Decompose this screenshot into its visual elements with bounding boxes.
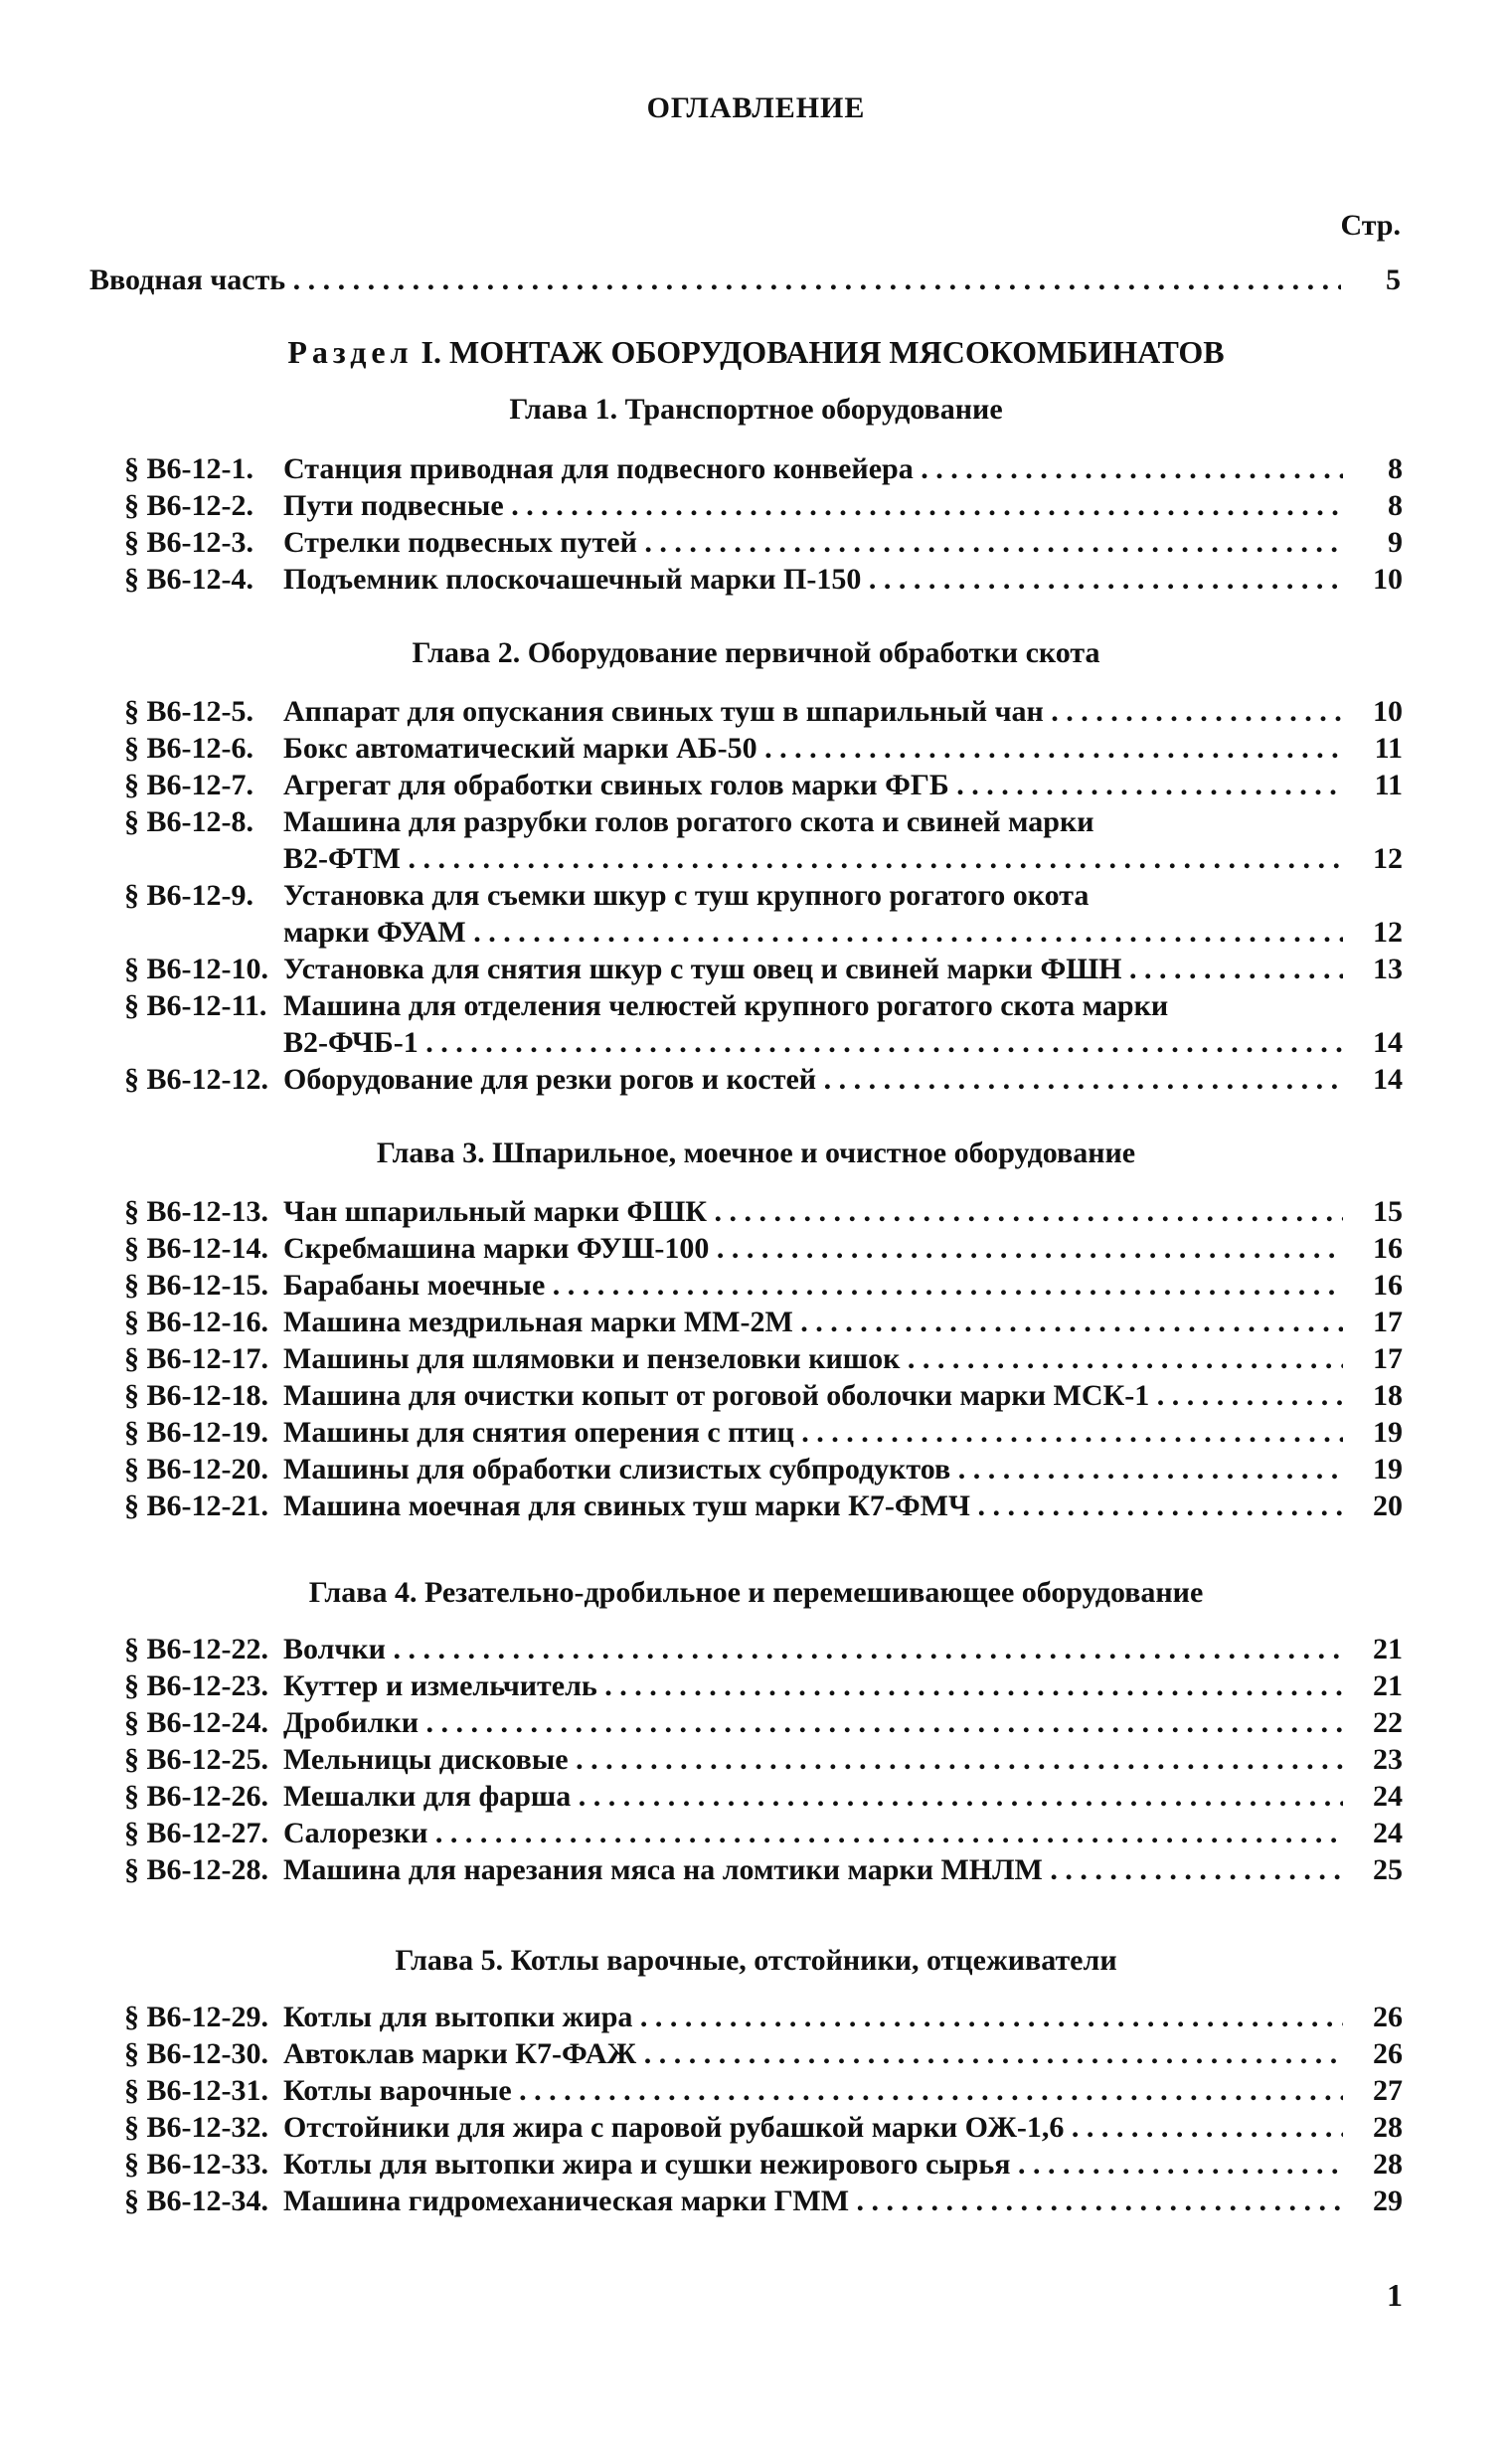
entry-page: 21: [1373, 1633, 1403, 1665]
entry-title: Барабаны моечные . . .: [283, 1267, 1343, 1304]
entry-code: § В6-12-5.: [124, 695, 253, 728]
entry-title-continued: В2-ФЧБ-1 . . .: [283, 1024, 1343, 1061]
entry-title: Машины для шлямовки и пензеловки кишок . . .: [283, 1340, 1343, 1377]
entry-title: Автоклав марки К7-ФАЖ . . .: [283, 2035, 1343, 2072]
section-heading: [0, 334, 1512, 371]
entry-title: Машина для разрубки голов рогатого скота и свиней марки: [283, 805, 1094, 838]
entry-page: 17: [1373, 1306, 1403, 1338]
toc-entry[interactable]: [0, 1451, 1512, 1487]
chapter-title: Глава 3. Шпарильное, моечное и очистное оборудование: [376, 1137, 1136, 1169]
entry-title: Станция приводная для подвесного конвейера . . .: [283, 450, 1343, 487]
entry-page: 25: [1373, 1853, 1403, 1886]
entry-code: § В6-12-28.: [124, 1853, 268, 1886]
entry-title: Дробилки . . .: [283, 1704, 1343, 1741]
toc-entry[interactable]: [0, 1778, 1512, 1815]
entry-page: 14: [1373, 1026, 1403, 1059]
entry-title: Машина для очистки копыт от роговой оболочки марки МСК-1 . . .: [283, 1377, 1343, 1414]
chapter-entries: [0, 1631, 1512, 1888]
entry-code: § В6-12-26.: [124, 1780, 268, 1813]
entry-page: 18: [1373, 1379, 1403, 1412]
entry-title: Машина для отделения челюстей крупного рогатого скота марки: [283, 989, 1169, 1022]
toc-entry[interactable]: [0, 1414, 1512, 1451]
entry-page: 8: [1388, 452, 1403, 485]
toc-entry[interactable]: [0, 524, 1512, 561]
entry-page: 14: [1373, 1063, 1403, 1096]
toc-entry[interactable]: [0, 1667, 1512, 1704]
toc-entry[interactable]: [0, 877, 1512, 951]
entry-code: § В6-12-30.: [124, 2037, 268, 2070]
entry-page: 21: [1373, 1669, 1403, 1702]
entry-code: § В6-12-27.: [124, 1817, 268, 1849]
entry-code: § В6-12-19.: [124, 1416, 268, 1449]
entry-title: Пути подвесные . . .: [283, 487, 1343, 524]
footer-page-number: 1: [1387, 2277, 1403, 2313]
chapter-entries: [0, 1193, 1512, 1524]
entry-title: Установка для снятия шкур с туш овец и свиней марки ФШН . . .: [283, 951, 1343, 987]
entry-title-continued: В2-ФТМ . . .: [283, 840, 1343, 877]
toc-entry[interactable]: [0, 1377, 1512, 1414]
toc-entry[interactable]: [0, 987, 1512, 1061]
entry-code: § В6-12-24.: [124, 1706, 268, 1739]
intro-page: 5: [1386, 263, 1401, 296]
entry-code: § В6-12-12.: [124, 1063, 268, 1096]
entry-page: 26: [1373, 2037, 1403, 2070]
chapter-entries: [0, 1999, 1512, 2219]
entry-page: 24: [1373, 1780, 1403, 1813]
toc-entry[interactable]: [0, 767, 1512, 803]
page-column-header: Стр.: [1340, 209, 1401, 242]
toc-entry[interactable]: [0, 951, 1512, 987]
entry-title: Мешалки для фарша . . .: [283, 1778, 1343, 1815]
entry-code: § В6-12-8.: [124, 805, 253, 838]
entry-page: 10: [1373, 695, 1403, 728]
toc-entry[interactable]: [0, 1193, 1512, 1230]
entry-title: Чан шпарильный марки ФШК . . .: [283, 1193, 1343, 1230]
toc-entry[interactable]: [0, 2035, 1512, 2072]
entry-page: 27: [1373, 2074, 1403, 2107]
entry-code: § В6-12-20.: [124, 1453, 268, 1486]
entry-title: Салорезки . . .: [283, 1815, 1343, 1851]
intro-label: Вводная часть . . .: [89, 261, 1341, 300]
entry-page: 29: [1373, 2185, 1403, 2217]
page-title: ОГЛАВЛЕНИЕ: [646, 91, 866, 124]
toc-entry[interactable]: [0, 1851, 1512, 1888]
toc-entry[interactable]: [0, 1815, 1512, 1851]
entry-title: Машина моечная для свиных туш марки К7-ФМЧ . . .: [283, 1487, 1343, 1524]
chapter-title: Глава 5. Котлы варочные, отстойники, отцеживатели: [395, 1944, 1117, 1977]
toc-entry[interactable]: [0, 561, 1512, 598]
entry-page: 16: [1373, 1232, 1403, 1265]
toc-entry[interactable]: [0, 2109, 1512, 2146]
entry-page: 11: [1374, 769, 1403, 801]
entry-page: 19: [1373, 1453, 1403, 1486]
toc-entry[interactable]: [0, 2146, 1512, 2183]
entry-page: 22: [1373, 1706, 1403, 1739]
toc-entry[interactable]: [0, 1230, 1512, 1267]
entry-code: § В6-12-10.: [124, 953, 268, 985]
toc-entry[interactable]: [0, 1487, 1512, 1524]
entry-page: 16: [1373, 1269, 1403, 1302]
entry-title: Бокс автоматический марки АБ-50 . . .: [283, 730, 1343, 767]
entry-title: Оборудование для резки рогов и костей . . .: [283, 1061, 1343, 1098]
entry-page: 26: [1373, 2001, 1403, 2033]
chapter-title: Глава 4. Резательно-дробильное и перемешивающее оборудование: [308, 1576, 1204, 1609]
entry-code: § В6-12-11.: [124, 989, 267, 1022]
entry-page: 28: [1373, 2148, 1403, 2181]
entry-title: Машины для снятия оперения с птиц . . .: [283, 1414, 1343, 1451]
toc-entry[interactable]: [0, 2072, 1512, 2109]
chapter-entries: [0, 450, 1512, 598]
intro-entry: [89, 261, 1401, 300]
entry-code: § В6-12-32.: [124, 2111, 268, 2144]
entry-code: § В6-12-33.: [124, 2148, 268, 2181]
entry-code: § В6-12-1.: [124, 452, 253, 485]
entry-title: Стрелки подвесных путей . . .: [283, 524, 1343, 561]
toc-entry[interactable]: [0, 1267, 1512, 1304]
entry-page: 9: [1388, 526, 1403, 559]
entry-code: § В6-12-4.: [124, 563, 253, 596]
entry-page: 28: [1373, 2111, 1403, 2144]
entry-title: Машина мездрильная марки ММ-2М . . .: [283, 1304, 1343, 1340]
entry-page: 11: [1374, 732, 1403, 765]
toc-entry[interactable]: [0, 693, 1512, 730]
section-number: I.: [420, 334, 441, 370]
toc-entry[interactable]: [0, 1061, 1512, 1098]
entry-code: § В6-12-25.: [124, 1743, 268, 1776]
entry-code: § В6-12-9.: [124, 879, 253, 912]
entry-code: § В6-12-2.: [124, 489, 253, 522]
entry-title: Машина для нарезания мяса на ломтики марки МНЛМ . . .: [283, 1851, 1343, 1888]
entry-page: 24: [1373, 1817, 1403, 1849]
entry-title: Отстойники для жира с паровой рубашкой марки ОЖ-1,6 . . .: [283, 2109, 1343, 2146]
entry-page: 20: [1373, 1489, 1403, 1522]
toc-entry[interactable]: [0, 2183, 1512, 2219]
entry-code: § В6-12-15.: [124, 1269, 268, 1302]
entry-page: 10: [1373, 563, 1403, 596]
entry-title: Машины для обработки слизистых субпродуктов . . .: [283, 1451, 1343, 1487]
entry-title: Волчки . . .: [283, 1631, 1343, 1667]
chapter-title: Глава 1. Транспортное оборудование: [509, 393, 1003, 426]
entry-code: § В6-12-22.: [124, 1633, 268, 1665]
entry-title: Скребмашина марки ФУШ-100 . . .: [283, 1230, 1343, 1267]
entry-code: § В6-12-6.: [124, 732, 253, 765]
entry-page: 19: [1373, 1416, 1403, 1449]
entry-code: § В6-12-13.: [124, 1195, 268, 1228]
entry-title: Котлы для вытопки жира и сушки нежирового сырья . . .: [283, 2146, 1343, 2183]
chapter-title: Глава 2. Оборудование первичной обработки скота: [412, 636, 1100, 669]
entry-code: § В6-12-7.: [124, 769, 253, 801]
entry-code: § В6-12-14.: [124, 1232, 268, 1265]
entry-page: 17: [1373, 1342, 1403, 1375]
entry-title: Аппарат для опускания свиных туш в шпарильный чан . . .: [283, 693, 1343, 730]
entry-code: § В6-12-29.: [124, 2001, 268, 2033]
toc-entry[interactable]: [0, 803, 1512, 877]
toc-entry[interactable]: [0, 1340, 1512, 1377]
toc-entry[interactable]: [0, 1704, 1512, 1741]
entry-title: Котлы варочные . . .: [283, 2072, 1343, 2109]
entry-code: § В6-12-34.: [124, 2185, 268, 2217]
entry-page: 8: [1388, 489, 1403, 522]
section-prefix: Раздел: [287, 334, 414, 370]
entry-code: § В6-12-3.: [124, 526, 253, 559]
section-title: МОНТАЖ ОБОРУДОВАНИЯ МЯСОКОМБИНАТОВ: [448, 334, 1225, 370]
chapter-entries: [0, 693, 1512, 1098]
entry-code: § В6-12-16.: [124, 1306, 268, 1338]
entry-title: Машина гидромеханическая марки ГММ . . .: [283, 2183, 1343, 2219]
entry-page: 12: [1373, 842, 1403, 875]
entry-code: § В6-12-21.: [124, 1489, 268, 1522]
entry-code: § В6-12-23.: [124, 1669, 268, 1702]
toc-entry[interactable]: [0, 730, 1512, 767]
entry-title: Установка для съемки шкур с туш крупного рогатого окота: [283, 879, 1090, 912]
entry-title: Подъемник плоскочашечный марки П-150 . . .: [283, 561, 1343, 598]
entry-page: 23: [1373, 1743, 1403, 1776]
entry-title-continued: марки ФУАМ . . .: [283, 914, 1343, 951]
entry-title: Агрегат для обработки свиных голов марки ФГБ . . .: [283, 767, 1343, 803]
entry-code: § В6-12-17.: [124, 1342, 268, 1375]
toc-entry[interactable]: [0, 450, 1512, 487]
entry-code: § В6-12-31.: [124, 2074, 268, 2107]
entry-page: 12: [1373, 916, 1403, 949]
toc-entry[interactable]: [0, 1741, 1512, 1778]
entry-title: Мельницы дисковые . . .: [283, 1741, 1343, 1778]
entry-code: § В6-12-18.: [124, 1379, 268, 1412]
toc-entry[interactable]: [0, 1999, 1512, 2035]
toc-entry[interactable]: [0, 487, 1512, 524]
toc-entry[interactable]: [0, 1631, 1512, 1667]
toc-entry[interactable]: [0, 1304, 1512, 1340]
entry-page: 15: [1373, 1195, 1403, 1228]
entry-page: 13: [1373, 953, 1403, 985]
entry-title: Котлы для вытопки жира . . .: [283, 1999, 1343, 2035]
entry-title: Куттер и измельчитель . . .: [283, 1667, 1343, 1704]
